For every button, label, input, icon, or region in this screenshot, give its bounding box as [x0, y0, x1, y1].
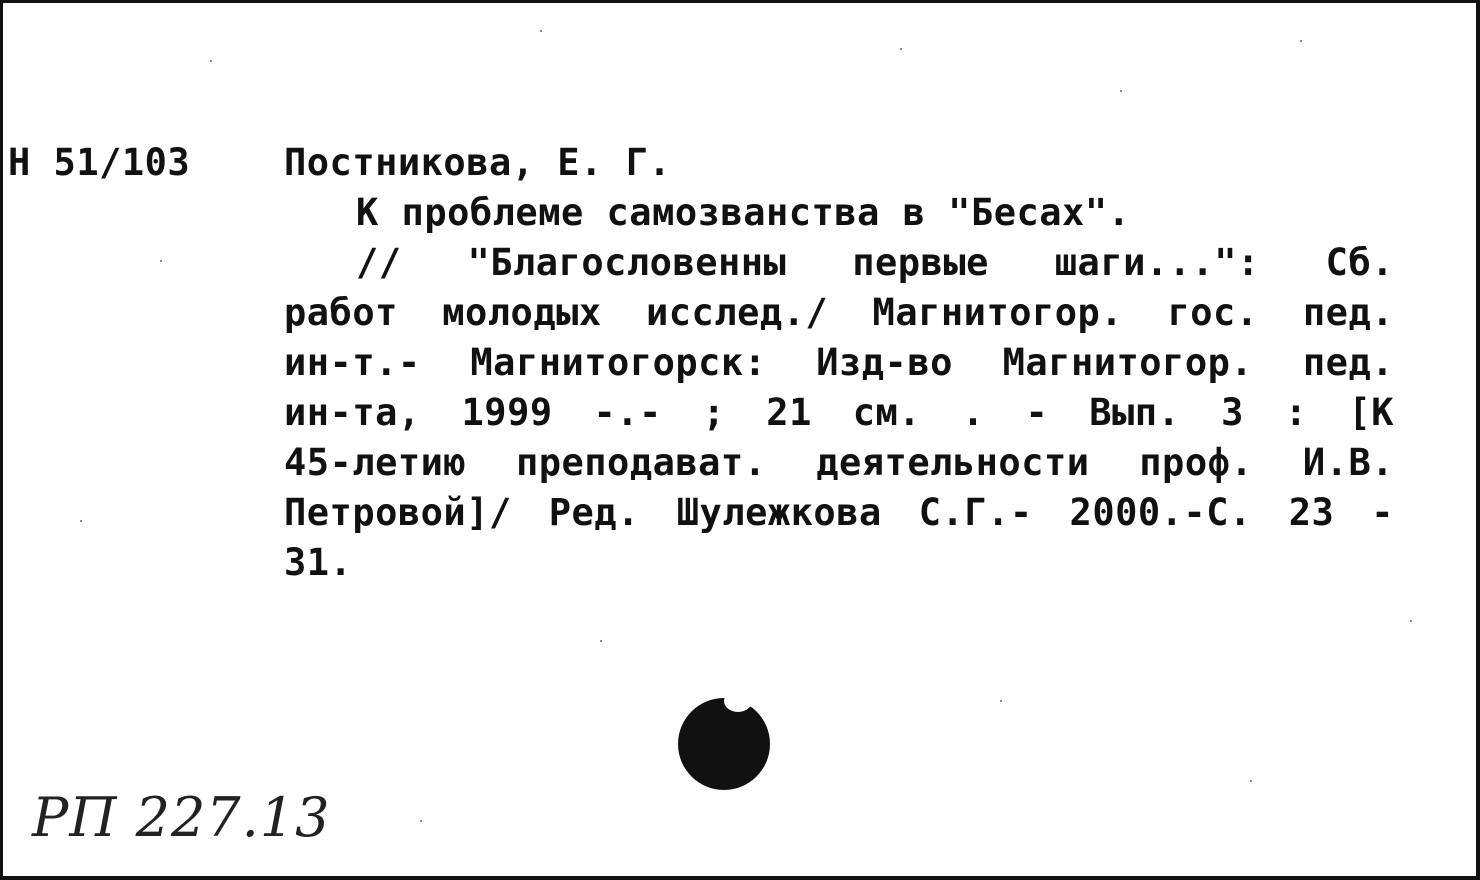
scan-speck: [1120, 90, 1122, 92]
card-border-top: [0, 0, 1480, 3]
card-border-right: [1476, 0, 1480, 880]
description-line: 31.: [284, 541, 353, 584]
scan-speck: [1000, 700, 1002, 702]
card-border-left: [0, 0, 3, 880]
scan-speck: [160, 260, 162, 262]
scan-speck: [540, 30, 542, 32]
description-line: Петровой]/ Ред. Шулежкова С.Г.- 2000.-С. 23 -: [284, 491, 1394, 534]
description-line: работ молодых исслед./ Магнитогор. гос. пед.: [284, 291, 1394, 334]
description-line: // "Благословенны первые шаги...": Сб.: [356, 241, 1394, 284]
scan-speck: [900, 48, 902, 50]
description-line: 45-летию преподават. деятельности проф. И.В.: [284, 441, 1394, 484]
author-line: Постникова, Е. Г.: [284, 141, 672, 184]
scan-speck: [600, 640, 602, 642]
scan-speck: [210, 60, 212, 62]
handwritten-shelf-mark: РП 227.13: [32, 786, 331, 849]
punch-hole-notch: [724, 690, 752, 712]
scan-speck: [1250, 780, 1252, 782]
scan-speck: [1410, 620, 1412, 622]
scan-speck: [420, 820, 422, 822]
punch-hole: [678, 698, 770, 790]
description-line: ин-та, 1999 -.- ; 21 см. . - Вып. 3 : [К: [284, 391, 1394, 434]
description-line: ин-т.- Магнитогорск: Изд-во Магнитогор. пед.: [284, 341, 1394, 384]
bibliographic-entry: [284, 138, 1394, 588]
call-number: Н 51/103: [8, 141, 191, 184]
scan-speck: [80, 520, 82, 522]
card-border-bottom: [0, 876, 1480, 880]
title-line: К проблеме самозванства в "Бесах".: [356, 191, 1131, 234]
scan-speck: [1300, 40, 1302, 42]
